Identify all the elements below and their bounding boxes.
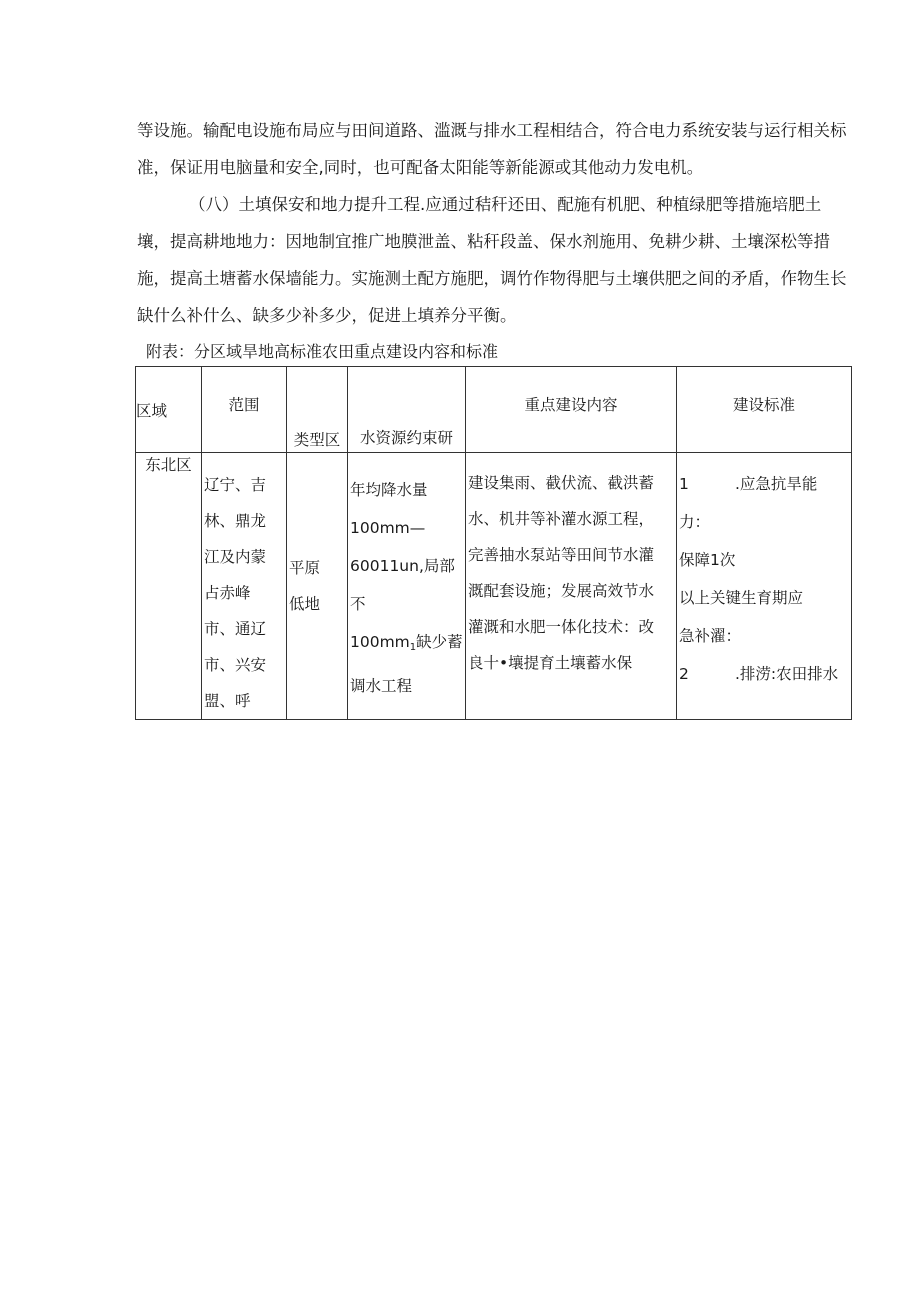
water-line	[350, 623, 463, 667]
header-water-constraint: 水资源约束研	[348, 367, 466, 453]
range-line: 江及内蒙	[204, 548, 267, 566]
range-line: 市、通辽	[204, 620, 267, 638]
range-line: 盟、呼	[204, 692, 251, 710]
standard-item-text: .应急抗旱能	[735, 475, 818, 493]
standard-line: 以上关键生育期应	[679, 589, 804, 607]
header-type: 类型区	[287, 367, 348, 453]
standard-line: 保障1次	[679, 551, 736, 569]
cell-water-constraint	[348, 453, 466, 720]
standard-item-number: 1	[679, 475, 689, 493]
water-subscript: 1	[409, 642, 417, 653]
water-value: 100mm	[350, 633, 410, 651]
content-line: 良十•壤提育土壤蓄水保	[468, 654, 633, 672]
water-line: 100mm—	[350, 519, 426, 537]
range-line: 占赤峰	[204, 584, 251, 602]
standard-item-1	[679, 465, 849, 503]
header-region: 区域	[136, 367, 202, 453]
cell-range	[202, 453, 287, 720]
paragraph-soil-protection-text: （八）土填保安和地力提升工程.应通过秸秆还田、配施有机肥、种植绿肥等措施培肥土壤，提高耕地地力：因地制宜推广地膜泄盖、粘秆段盖、保水剂施用、免耕少耕、土壤深松等措施，提高土塘蓄水保墙能力。实施测土配方施肥，调竹作物得肥与土壤供肥之间的矛盾，作物生长缺什么补什么、缺多少补多少，促进上填养分平衡。	[137, 195, 847, 325]
content-line: 完善抽水泵站等田间节水灌	[468, 546, 655, 564]
water-note: 缺少蓄	[416, 633, 463, 651]
standards-table	[135, 366, 852, 720]
header-key-content: 重点建设内容	[466, 367, 677, 453]
type-line: 低地	[289, 595, 321, 613]
table-caption: 附表：分区域旱地高标准农田重点建设内容和标准	[146, 342, 499, 361]
content-line: 水、机井等补灌水源工程，	[468, 510, 655, 528]
content-line: 灌溉和水肥一体化技术：改	[468, 618, 655, 636]
range-line: 林、鼎龙	[204, 512, 267, 530]
water-line: 不	[350, 595, 366, 613]
range-line: 市、兴安	[204, 656, 267, 674]
paragraph-power-facilities: 等设施。输配电设施布局应与田间道路、滥溉与排水工程相结合，符合电力系统安装与运行相关标准，保证用电脑量和安全,同时，也可配备太阳能等新能源或其他动力发电机。	[137, 121, 847, 177]
content-line: 溉配套设施；发展高效节水	[468, 582, 655, 600]
content-line: 建设集雨、截伏流、截洪蓄	[468, 474, 655, 492]
cell-type	[287, 453, 348, 720]
cell-standard	[677, 453, 852, 720]
standard-item-number: 2	[679, 665, 689, 683]
standard-line: 急补濯：	[679, 627, 742, 645]
water-line: 60011un,局部	[350, 557, 455, 575]
header-range: 范围	[202, 367, 287, 453]
water-line: 年均降水量	[350, 481, 428, 499]
standard-line: 力：	[679, 513, 711, 531]
paragraph-soil-protection	[137, 186, 853, 334]
type-line: 平原	[289, 559, 321, 577]
range-line: 辽宁、吉	[204, 476, 267, 494]
header-standard: 建设标准	[677, 367, 852, 453]
standard-item-2	[679, 655, 849, 693]
cell-key-content	[466, 453, 677, 720]
water-line: 调水工程	[350, 677, 413, 695]
standard-item-text: .排涝:农田排水	[735, 665, 839, 683]
table-header-row	[136, 367, 852, 453]
table-row	[136, 453, 852, 720]
cell-region: 东北区	[136, 453, 202, 720]
